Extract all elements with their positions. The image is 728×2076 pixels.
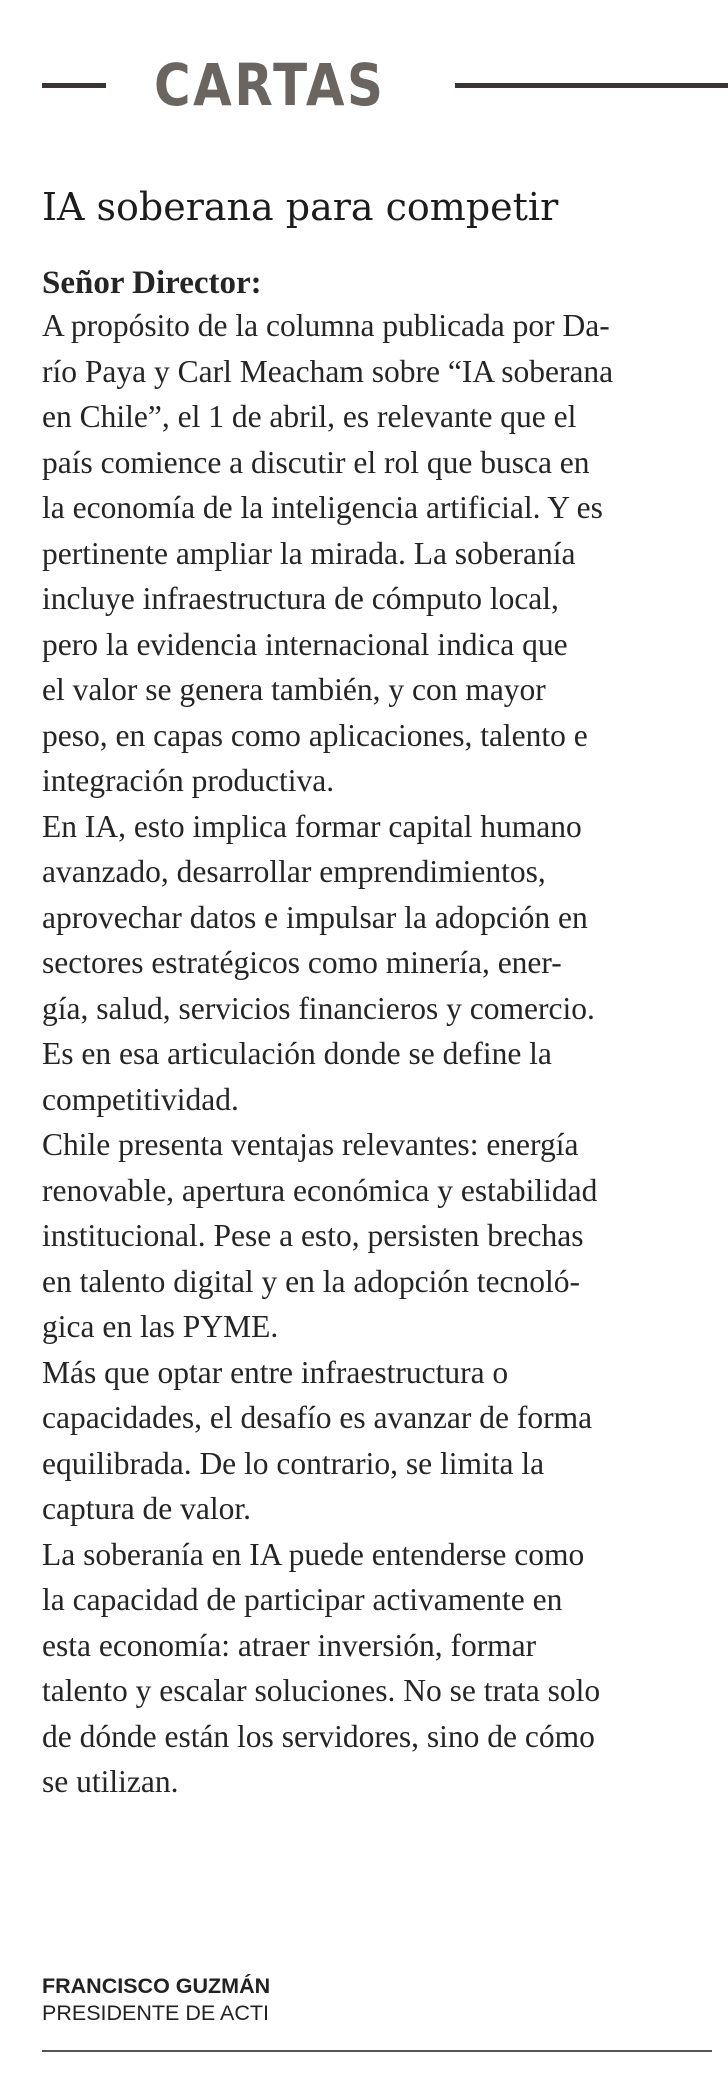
header-rule-right	[455, 83, 728, 88]
letter-paragraph: En IA, esto implica formar capital humano avanzado, desarrollar emprendimientos, aprovechar datos e impulsar la adopción en sectores estratégicos como minería, ener- gía, salud, servicios financieros y comercio. Es en esa articulación donde se define la competitividad.	[42, 808, 595, 1117]
section-title: CARTAS	[154, 51, 386, 119]
author-name: FRANCISCO GUZMÁN	[42, 1974, 271, 1998]
header-rule-left	[42, 83, 106, 88]
letter-paragraph: Más que optar entre infraestructura o capacidades, el desafío es avanzar de forma equilibrada. De lo contrario, se limita la captura de valor.	[42, 1354, 593, 1526]
letter-signature	[42, 1973, 270, 2027]
author-role: PRESIDENTE DE ACTI	[42, 2001, 269, 2025]
letter-paragraph: A propósito de la columna publicada por Da- río Paya y Carl Meacham sobre “IA soberana en Chile”, el 1 de abril, es relevante que el país comience a discutir el rol que busca en la economía de la inteligencia artificial. Y es pertinente ampliar la mirada. La soberanía incluye infraestructura de cómputo local, pero la evidencia internacional indica que el valor se genera también, y con mayor peso, en capas como aplicaciones, talento e integración productiva.	[42, 308, 614, 798]
letter-paragraph: La soberanía en IA puede entenderse como la capacidad de participar activamente en esta economía: atraer inversión, formar talento y escalar soluciones. No se trata solo de dónde están los servidores, sino de cómo se utilizan.	[42, 1536, 601, 1799]
letter-headline: IA soberana para competir	[42, 185, 559, 230]
letter-body	[42, 303, 710, 1805]
section-header	[42, 40, 728, 130]
letter-salutation: Señor Director:	[42, 265, 262, 301]
bottom-rule	[42, 2050, 712, 2052]
letter-paragraph: Chile presenta ventajas relevantes: energía renovable, apertura económica y estabilidad institucional. Pese a esto, persisten brechas en talento digital y en la adopción tecnoló- gica en las PYME.	[42, 1127, 598, 1344]
